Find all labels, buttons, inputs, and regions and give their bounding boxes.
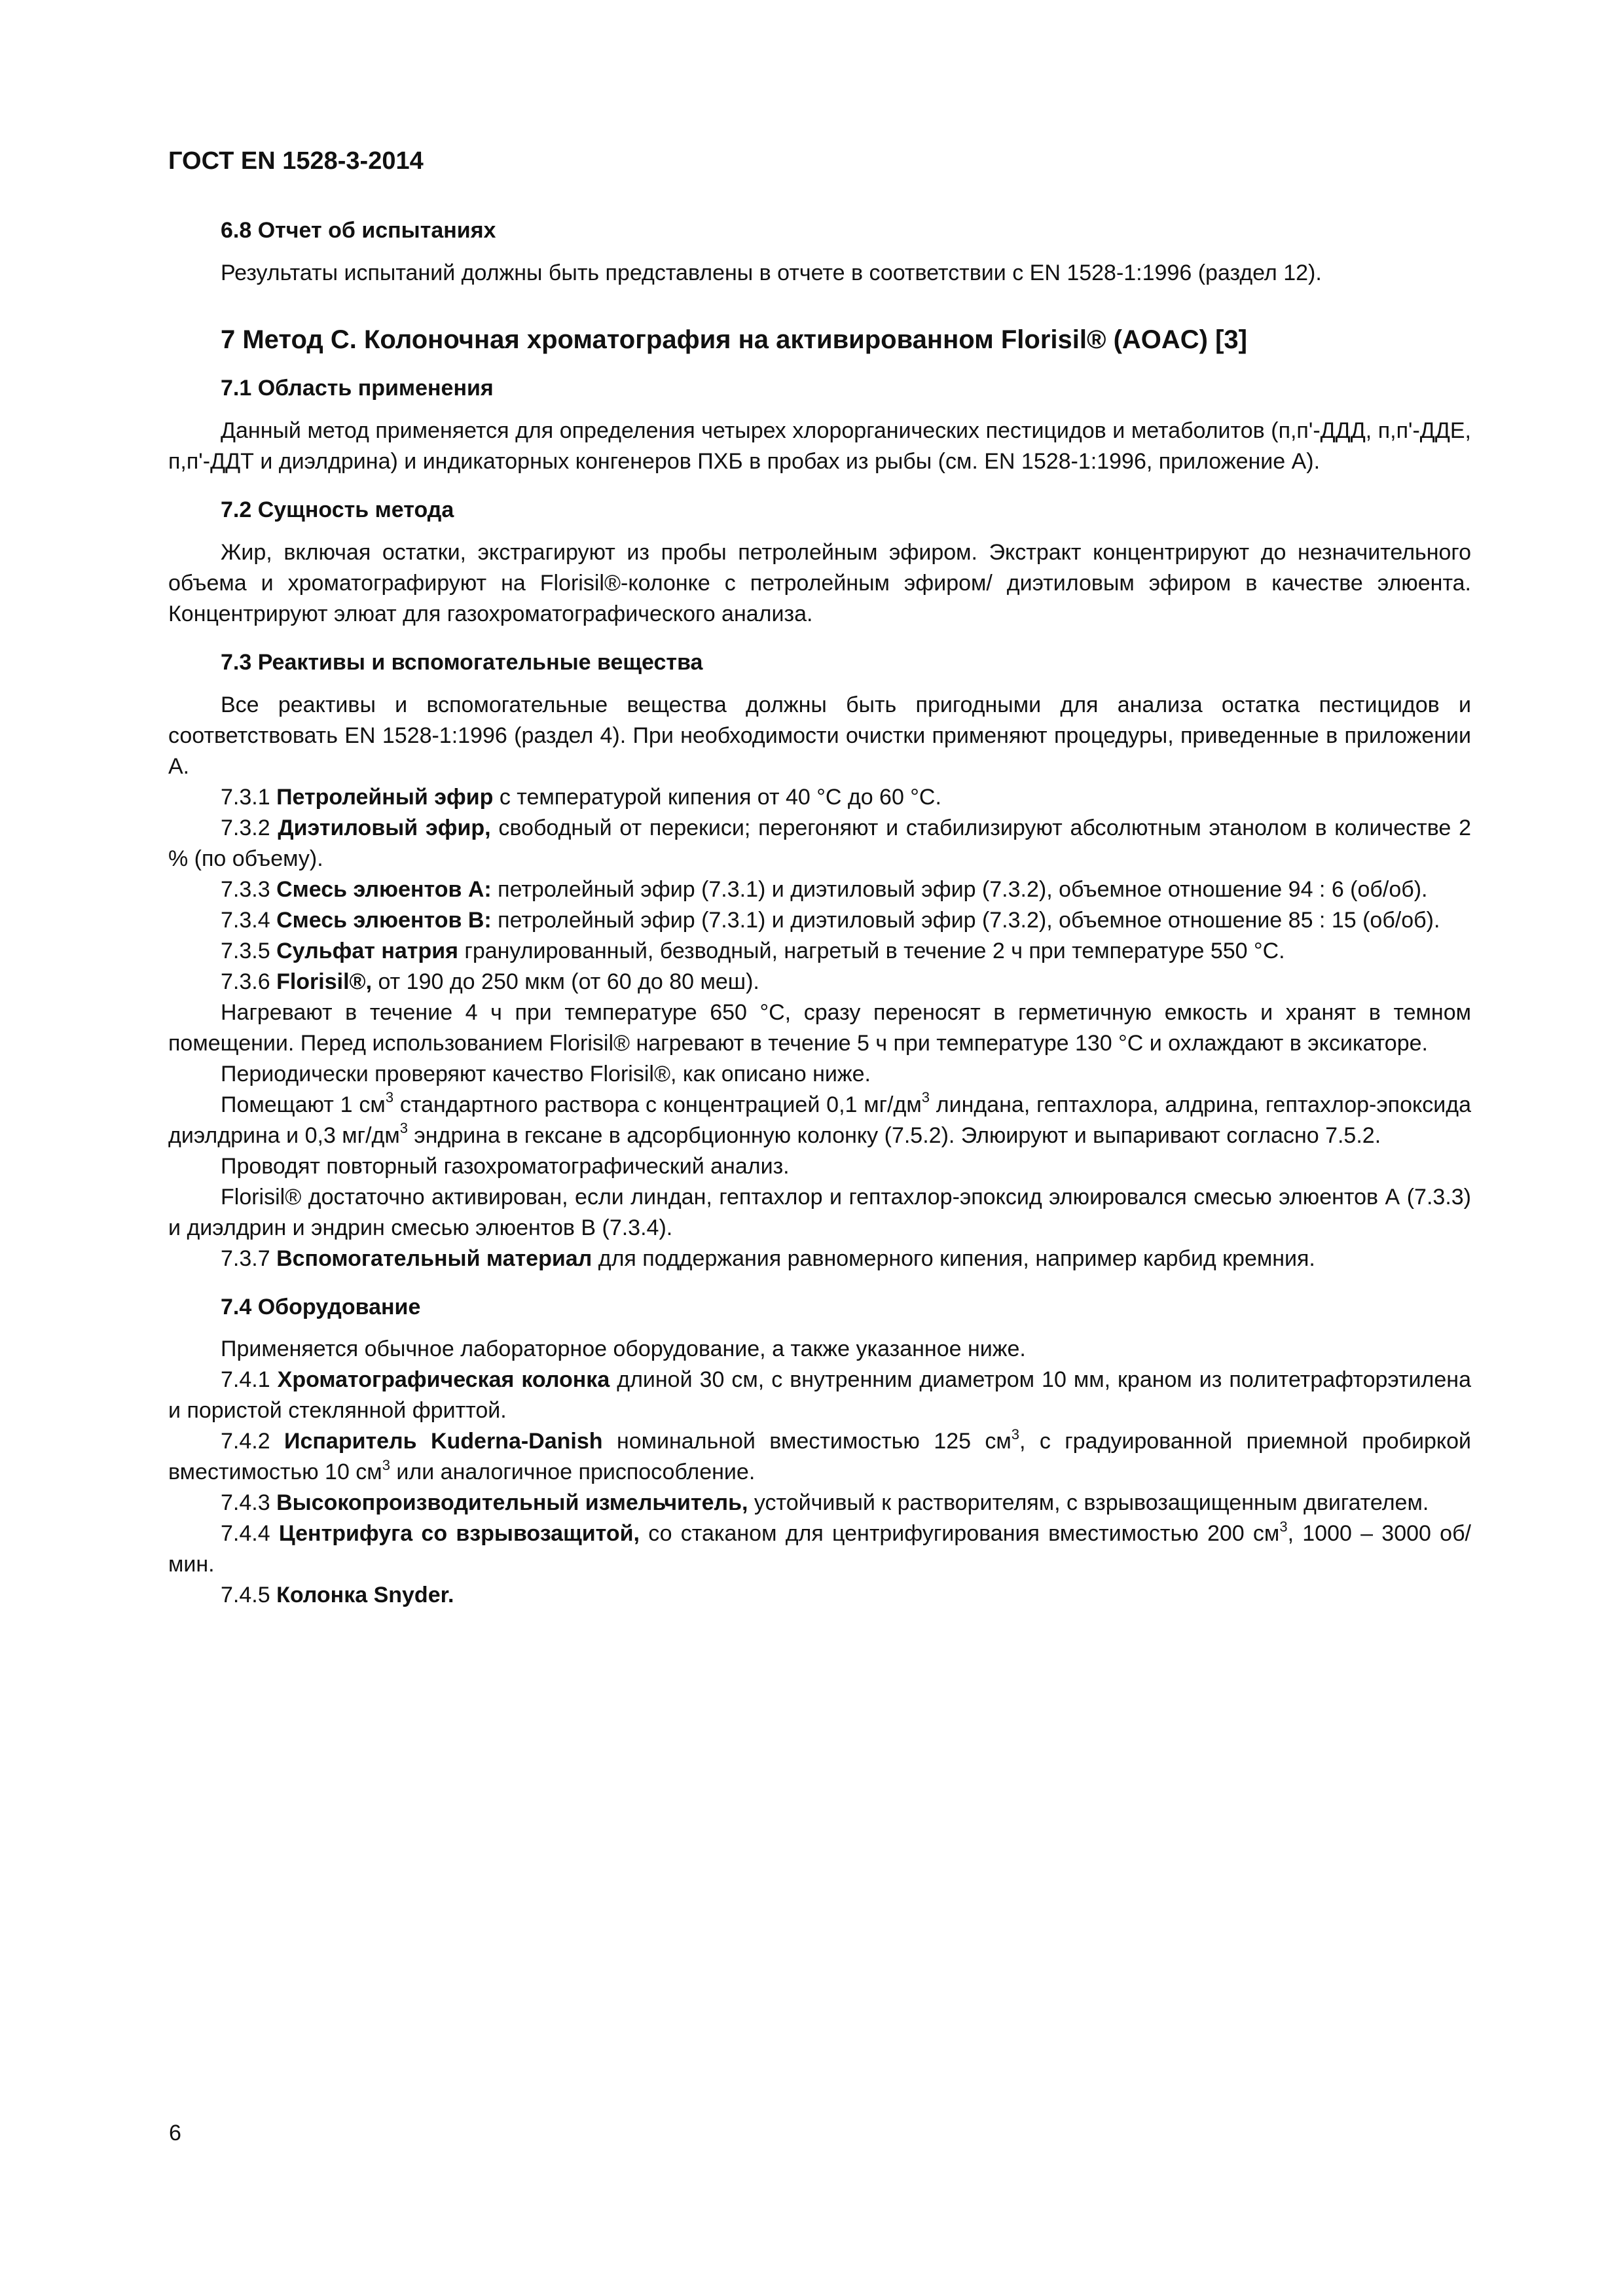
item-7-3-4: 7.3.4 Смесь элюентов В: петролейный эфир (7.3.1) и диэтиловый эфир (7.3.2), объемное отношение 85 : 15 (об/об). xyxy=(221,907,1440,933)
page-number: 6 xyxy=(169,2121,181,2145)
paragraph-florisil-heating: Нагревают в течение 4 ч при температуре 650 °С, сразу переносят в герметичную емкость и хранят в темном помещении. Перед использованием Florisil® нагревают в течение 5 ч при температуре 130 °С и охлаждают в эксикаторе. xyxy=(168,999,1471,1056)
paragraph-7-2: Жир, включая остатки, экстрагируют из пробы петролейным эфиром. Экстракт концентрируют до незначительного объема и хроматографируют на Florisil®-колонке с петролейным эфиром/ диэтиловым эфиром в качестве элюента. Концентрируют элюат для газохроматографического анализа. xyxy=(168,539,1471,626)
paragraph-florisil-check: Периодически проверяют качество Florisil®, как описано ниже. xyxy=(221,1061,871,1086)
item-7-3-1: 7.3.1 Петролейный эфир с температурой кипения от 40 °С до 60 °С. xyxy=(221,784,941,810)
paragraph-repeat-analysis: Проводят повторный газохроматографический анализ. xyxy=(221,1153,790,1179)
item-7-4-5: 7.4.5 Колонка Snyder. xyxy=(221,1583,454,1608)
item-7-3-5: 7.3.5 Сульфат натрия гранулированный, безводный, нагретый в течение 2 ч при температуре 550 °С. xyxy=(221,938,1285,963)
paragraph-florisil-test-solution: Помещают 1 $см^3$ стандартного раствора с концентрацией 0,1 $мг/дм^3$ линдана, гептахлора, алдрина, гептахлор-эпоксида диэлдрина и 0,3 $мг/дм^3$ эндрина в гексане в адсорбционную колонку (7.5.2). Элюируют и выпаривают согласно 7.5.2. xyxy=(168,1089,1471,1148)
heading-7-4: 7.4 Оборудование xyxy=(221,1294,421,1319)
item-7-3-2: 7.3.2 Диэтиловый эфир, свободный от перекиси; перегоняют и стабилизируют абсолютным этанолом в количестве 2 % (по объему). xyxy=(168,815,1471,871)
item-7-4-2: 7.4.2 Испаритель Kuderna-Danish номинальной вместимостью 125 $см^3$, с градуированной приемной пробиркой вместимостью 10 $см^3$ или аналогичное приспособление. xyxy=(168,1426,1472,1485)
paragraph-florisil-activated: Florisil® достаточно активирован, если линдан, гептахлор и гептахлор-эпоксид элюировался смесью элюентов А (7.3.3) и диэлдрин и эндрин смесью элюентов В (7.3.4). xyxy=(168,1184,1471,1240)
heading-7-2: 7.2 Сущность метода xyxy=(221,497,454,522)
document-code-header: ГОСТ EN 1528-3-2014 xyxy=(168,147,424,175)
item-7-4-4: 7.4.4 Центрифуга со взрывозащитой, со стаканом для центрифугирования вместимостью 200 $см^3$, 1000 – 3000 об/мин. xyxy=(168,1518,1471,1577)
paragraph-7-1: Данный метод применяется для определения четырех хлорорганических пестицидов и метаболитов (п,п'-ДДД, п,п'-ДДЕ, п,п'-ДДТ и диэлдрина) и индикаторных конгенеров ПХБ в пробах из рыбы (см. EN 1528-1:1996, приложение А). xyxy=(168,418,1471,474)
item-7-3-6: 7.3.6 Florisil®, от 190 до 250 мкм (от 60 до 80 меш). xyxy=(221,969,759,994)
document-page xyxy=(168,147,1471,1611)
heading-6-8: 6.8 Отчет об испытаниях xyxy=(221,218,496,243)
item-7-4-3: 7.4.3 Высокопроизводительный измельчитель, устойчивый к растворителям, с взрывозащищенным двигателем. xyxy=(221,1490,1429,1516)
heading-7-3: 7.3 Реактивы и вспомогательные вещества xyxy=(221,649,703,675)
paragraph-7-4-intro: Применяется обычное лабораторное оборудование, а также указанное ниже. xyxy=(221,1336,1026,1362)
heading-7-1: 7.1 Область применения xyxy=(221,375,494,401)
item-7-4-1: 7.4.1 Хроматографическая колонка длиной 30 см, с внутренним диаметром 10 мм, краном из политетрафторэтилена и пористой стеклянной фриттой. xyxy=(168,1367,1471,1424)
heading-7: 7 Метод С. Колоночная хроматография на активированном Florisil® (AOAC) [3] xyxy=(221,325,1247,354)
paragraph-7-3-intro: Все реактивы и вспомогательные вещества должны быть пригодными для анализа остатка пестицидов и соответствовать EN 1528-1:1996 (раздел 4). При необходимости очистки применяют процедуры, приведенные в приложении А. xyxy=(168,692,1471,779)
item-7-3-7: 7.3.7 Вспомогательный материал для поддержания равномерного кипения, например карбид кремния. xyxy=(221,1246,1315,1271)
paragraph-6-8: Результаты испытаний должны быть представлены в отчете в соответствии с EN 1528-1:1996 (раздел 12). xyxy=(221,260,1322,285)
item-7-3-3: 7.3.3 Смесь элюентов А: петролейный эфир (7.3.1) и диэтиловый эфир (7.3.2), объемное отношение 94 : 6 (об/об). xyxy=(221,876,1428,902)
